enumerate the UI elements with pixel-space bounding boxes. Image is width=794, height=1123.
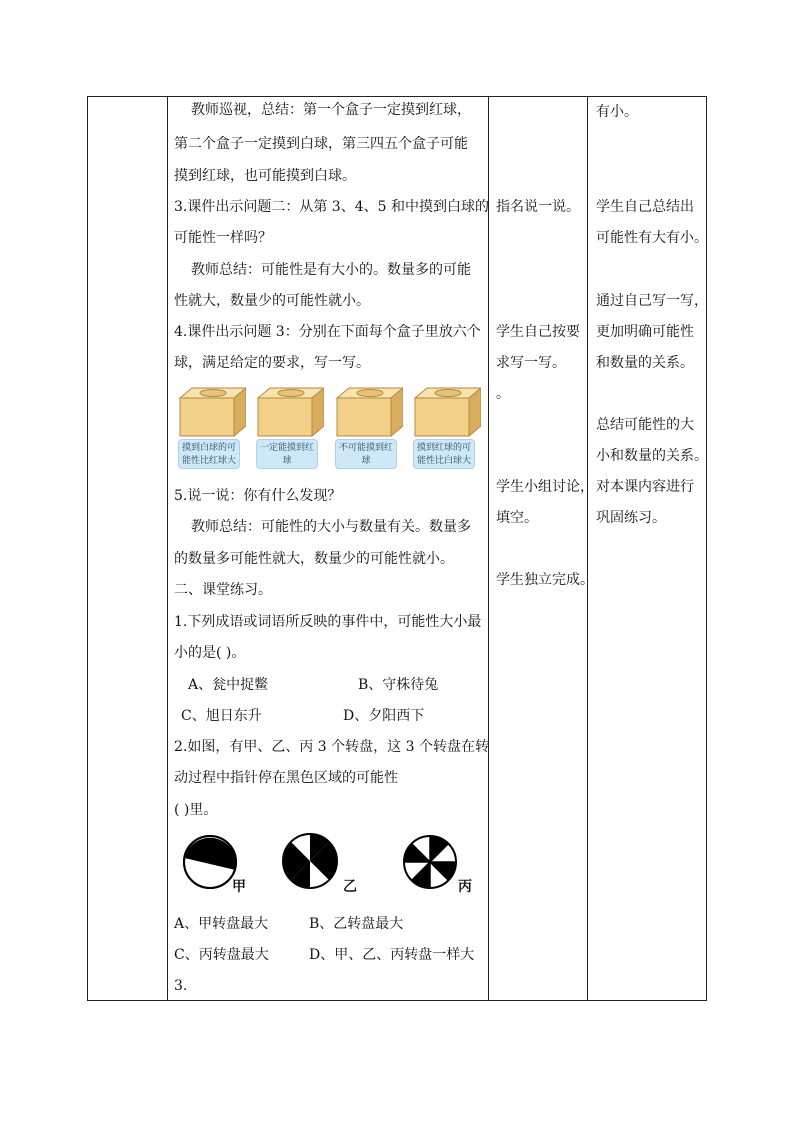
- box-icon: [413, 386, 481, 438]
- spinner-jia: [182, 834, 238, 890]
- exercise-2-option-b: B、乙转盘最大: [309, 916, 404, 932]
- teacher-summary-line: 教师总结：可能性的大小与数量有关。数量多: [191, 519, 471, 535]
- summary-line: 第二个盒子一定摸到白球，第三四五个盒子可能: [174, 136, 468, 152]
- student-activity: 填空。: [496, 510, 538, 526]
- student-activity: 指名说一说。: [496, 199, 580, 215]
- box-icon: [335, 386, 403, 438]
- exercise-3: 3.: [174, 978, 188, 994]
- exercise-1-line: 小的是( )。: [174, 645, 246, 661]
- exercise-1-option-c: C、旭日东升: [181, 708, 262, 724]
- column-divider-1: [167, 97, 168, 1000]
- box-label: 摸到白球的可能性比红球大: [178, 439, 240, 469]
- student-activity: 。: [496, 386, 510, 402]
- exercise-1-option-b: B、守株待兔: [358, 677, 439, 693]
- design-intent: 小和数量的关系。: [596, 448, 708, 464]
- column-divider-2: [488, 97, 489, 1000]
- spinner-yi: [281, 832, 339, 890]
- teacher-summary-line: 的数量多可能性就大，数量少的可能性就小。: [174, 551, 454, 567]
- exercise-1-line: 1.下列成语或词语所反映的事件中，可能性大小最: [174, 614, 482, 630]
- summary-line: 摸到红球，也可能摸到白球。: [174, 168, 356, 184]
- exercise-2-option-a: A、甲转盘最大: [174, 916, 269, 932]
- exercise-2-line: 动过程中指针停在黑色区域的可能性: [174, 770, 398, 786]
- spinner-label: 丙: [458, 879, 472, 895]
- practice-heading: 二、课堂练习。: [174, 582, 272, 598]
- box-figure: [335, 386, 403, 472]
- question-3-line: 可能性一样吗？: [174, 230, 272, 246]
- student-activity: 学生独立完成。: [496, 572, 594, 588]
- box-figures: [176, 386, 481, 472]
- student-activity: 求写一写。: [496, 355, 566, 371]
- box-icon: [178, 386, 246, 438]
- summary-line: 教师巡视，总结：第一个盒子一定摸到红球，: [191, 102, 471, 118]
- student-activity: 学生自己按要: [496, 324, 580, 340]
- teacher-summary-line: 性就大，数量少的可能性就小。: [174, 293, 370, 309]
- spinner-label: 甲: [232, 879, 246, 895]
- student-activity: 学生小组讨论，: [496, 479, 594, 495]
- box-figure: [256, 386, 324, 472]
- column-divider-3: [587, 97, 588, 1000]
- design-intent: 对本课内容进行: [596, 479, 694, 495]
- box-icon: [256, 386, 324, 438]
- exercise-2-line: ( )里。: [174, 802, 218, 818]
- box-figure: [413, 386, 481, 472]
- exercise-2-option-d: D、甲、乙、丙转盘一样大: [309, 947, 475, 963]
- design-intent: 学生自己总结出: [596, 199, 694, 215]
- design-intent: 总结可能性的大: [596, 417, 694, 433]
- teacher-summary-line: 教师总结：可能性是有大小的。数量多的可能: [191, 262, 471, 278]
- design-intent: 通过自己写一写，: [596, 293, 708, 309]
- question-4-line: 4.课件出示问题 3：分别在下面每个盒子里放六个: [174, 324, 481, 340]
- design-intent: 可能性有大有小。: [596, 230, 708, 246]
- spinner-bing: [402, 834, 458, 890]
- exercise-2-line: 2.如图，有甲、乙、丙 3 个转盘，这 3 个转盘在转: [174, 739, 489, 755]
- box-figure: [178, 386, 246, 472]
- question-5: 5.说一说：你有什么发现？: [174, 488, 342, 504]
- exercise-2-option-c: C、丙转盘最大: [174, 947, 269, 963]
- design-intent: 更加明确可能性: [596, 324, 694, 340]
- spinner-label: 乙: [343, 879, 357, 895]
- exercise-1-option-d: D、夕阳西下: [343, 708, 425, 724]
- design-intent: 巩固练习。: [596, 510, 666, 526]
- box-label: 一定能摸到红球: [256, 439, 318, 469]
- box-label: 不可能摸到红球: [335, 439, 397, 469]
- exercise-1-option-a: A、瓮中捉鳖: [188, 677, 269, 693]
- question-3-line: 3.课件出示问题二：从第 3、4、5 和中摸到白球的: [174, 199, 489, 215]
- design-intent: 和数量的关系。: [596, 355, 694, 371]
- box-label: 摸到红球的可能性比白球大: [413, 439, 475, 469]
- design-intent: 有小。: [596, 104, 638, 120]
- question-4-line: 球，满足给定的要求，写一写。: [174, 355, 370, 371]
